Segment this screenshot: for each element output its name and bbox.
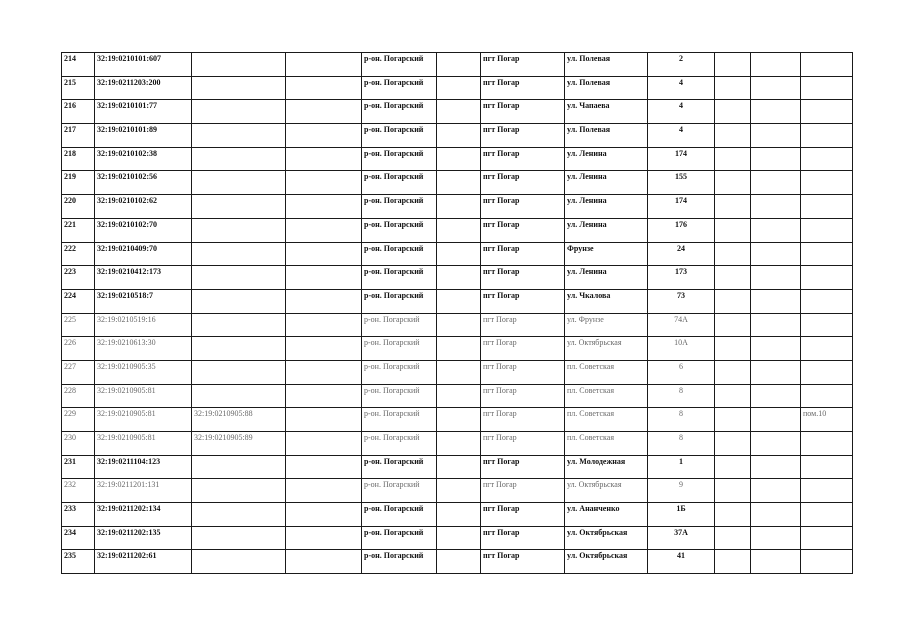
linked-cadastral-number-cell xyxy=(192,218,286,242)
street-cell: ул. Полевая xyxy=(565,53,648,77)
empty-cell xyxy=(715,337,751,361)
cadastral-number-cell: 32:19:0211104:123 xyxy=(95,455,192,479)
table-row xyxy=(62,526,853,550)
cadastral-number-cell: 32:19:0210102:38 xyxy=(95,147,192,171)
empty-cell xyxy=(715,526,751,550)
house-number-cell: 4 xyxy=(648,124,715,148)
house-number-cell: 155 xyxy=(648,171,715,195)
street-cell: пл. Советская xyxy=(565,408,648,432)
empty-cell xyxy=(437,242,481,266)
cadastral-number-cell: 32:19:0210412:173 xyxy=(95,266,192,290)
linked-cadastral-number-cell xyxy=(192,100,286,124)
empty-cell xyxy=(715,479,751,503)
cadastral-number-cell: 32:19:0211202:135 xyxy=(95,526,192,550)
premises-cell xyxy=(801,147,853,171)
row-number-cell: 235 xyxy=(62,550,95,574)
house-number-cell: 73 xyxy=(648,289,715,313)
table-row xyxy=(62,171,853,195)
house-number-cell: 24 xyxy=(648,242,715,266)
row-number-cell: 221 xyxy=(62,218,95,242)
table-row xyxy=(62,432,853,456)
street-cell: ул. Ленина xyxy=(565,218,648,242)
row-number-cell: 220 xyxy=(62,195,95,219)
house-number-cell: 41 xyxy=(648,550,715,574)
empty-cell xyxy=(286,171,362,195)
district-cell: р-он. Погарский xyxy=(362,218,437,242)
empty-cell xyxy=(286,76,362,100)
row-number-cell: 228 xyxy=(62,384,95,408)
row-number-cell: 223 xyxy=(62,266,95,290)
premises-cell xyxy=(801,360,853,384)
settlement-cell: пгт Погар xyxy=(481,360,565,384)
empty-cell xyxy=(715,218,751,242)
settlement-cell: пгт Погар xyxy=(481,550,565,574)
table-row xyxy=(62,550,853,574)
settlement-cell: пгт Погар xyxy=(481,195,565,219)
house-number-cell: 74А xyxy=(648,313,715,337)
row-number-cell: 215 xyxy=(62,76,95,100)
district-cell: р-он. Погарский xyxy=(362,242,437,266)
street-cell: ул. Фрунзе xyxy=(565,313,648,337)
linked-cadastral-number-cell xyxy=(192,76,286,100)
district-cell: р-он. Погарский xyxy=(362,526,437,550)
empty-cell xyxy=(286,432,362,456)
row-number-cell: 227 xyxy=(62,360,95,384)
district-cell: р-он. Погарский xyxy=(362,360,437,384)
empty-cell xyxy=(751,218,801,242)
table-row xyxy=(62,455,853,479)
house-number-cell: 37А xyxy=(648,526,715,550)
table-row xyxy=(62,337,853,361)
premises-cell xyxy=(801,503,853,527)
row-number-cell: 233 xyxy=(62,503,95,527)
premises-cell xyxy=(801,289,853,313)
street-cell: пл. Советская xyxy=(565,360,648,384)
settlement-cell: пгт Погар xyxy=(481,100,565,124)
empty-cell xyxy=(751,195,801,219)
settlement-cell: пгт Погар xyxy=(481,432,565,456)
linked-cadastral-number-cell xyxy=(192,526,286,550)
empty-cell xyxy=(715,503,751,527)
table-row xyxy=(62,384,853,408)
empty-cell xyxy=(437,408,481,432)
settlement-cell: пгт Погар xyxy=(481,337,565,361)
empty-cell xyxy=(286,266,362,290)
empty-cell xyxy=(715,408,751,432)
empty-cell xyxy=(286,313,362,337)
district-cell: р-он. Погарский xyxy=(362,479,437,503)
empty-cell xyxy=(715,53,751,77)
empty-cell xyxy=(751,479,801,503)
empty-cell xyxy=(751,289,801,313)
empty-cell xyxy=(286,455,362,479)
premises-cell xyxy=(801,337,853,361)
row-number-cell: 234 xyxy=(62,526,95,550)
street-cell: ул. Ананченко xyxy=(565,503,648,527)
empty-cell xyxy=(437,432,481,456)
premises-cell xyxy=(801,432,853,456)
table-row xyxy=(62,479,853,503)
empty-cell xyxy=(437,313,481,337)
cadastral-number-cell: 32:19:0210102:62 xyxy=(95,195,192,219)
house-number-cell: 8 xyxy=(648,432,715,456)
settlement-cell: пгт Погар xyxy=(481,124,565,148)
settlement-cell: пгт Погар xyxy=(481,242,565,266)
empty-cell xyxy=(751,526,801,550)
empty-cell xyxy=(715,171,751,195)
premises-cell xyxy=(801,313,853,337)
empty-cell xyxy=(286,526,362,550)
empty-cell xyxy=(286,53,362,77)
empty-cell xyxy=(286,195,362,219)
street-cell: ул. Полевая xyxy=(565,124,648,148)
settlement-cell: пгт Погар xyxy=(481,313,565,337)
row-number-cell: 217 xyxy=(62,124,95,148)
cadastral-number-cell: 32:19:0211203:200 xyxy=(95,76,192,100)
premises-cell: пом.10 xyxy=(801,408,853,432)
cadastral-number-cell: 32:19:0210905:81 xyxy=(95,408,192,432)
table-row xyxy=(62,124,853,148)
empty-cell xyxy=(437,147,481,171)
settlement-cell: пгт Погар xyxy=(481,147,565,171)
district-cell: р-он. Погарский xyxy=(362,503,437,527)
empty-cell xyxy=(437,100,481,124)
street-cell: ул. Октябрьская xyxy=(565,479,648,503)
empty-cell xyxy=(751,171,801,195)
linked-cadastral-number-cell xyxy=(192,384,286,408)
street-cell: ул. Чкалова xyxy=(565,289,648,313)
table-row xyxy=(62,242,853,266)
empty-cell xyxy=(286,100,362,124)
linked-cadastral-number-cell xyxy=(192,147,286,171)
empty-cell xyxy=(715,455,751,479)
district-cell: р-он. Погарский xyxy=(362,432,437,456)
house-number-cell: 174 xyxy=(648,195,715,219)
street-cell: ул. Октябрьская xyxy=(565,337,648,361)
settlement-cell: пгт Погар xyxy=(481,218,565,242)
settlement-cell: пгт Погар xyxy=(481,171,565,195)
house-number-cell: 10А xyxy=(648,337,715,361)
empty-cell xyxy=(751,313,801,337)
premises-cell xyxy=(801,526,853,550)
cadastral-number-cell: 32:19:0210519:16 xyxy=(95,313,192,337)
district-cell: р-он. Погарский xyxy=(362,124,437,148)
premises-cell xyxy=(801,550,853,574)
house-number-cell: 174 xyxy=(648,147,715,171)
cadastral-number-cell: 32:19:0210102:56 xyxy=(95,171,192,195)
house-number-cell: 8 xyxy=(648,384,715,408)
empty-cell xyxy=(437,289,481,313)
district-cell: р-он. Погарский xyxy=(362,266,437,290)
street-cell: ул. Октябрьская xyxy=(565,526,648,550)
district-cell: р-он. Погарский xyxy=(362,195,437,219)
street-cell: ул. Молодежная xyxy=(565,455,648,479)
linked-cadastral-number-cell xyxy=(192,53,286,77)
district-cell: р-он. Погарский xyxy=(362,550,437,574)
street-cell: ул. Ленина xyxy=(565,195,648,219)
empty-cell xyxy=(751,384,801,408)
empty-cell xyxy=(751,432,801,456)
district-cell: р-он. Погарский xyxy=(362,147,437,171)
linked-cadastral-number-cell xyxy=(192,313,286,337)
empty-cell xyxy=(286,289,362,313)
row-number-cell: 218 xyxy=(62,147,95,171)
premises-cell xyxy=(801,242,853,266)
table-row xyxy=(62,53,853,77)
premises-cell xyxy=(801,384,853,408)
row-number-cell: 222 xyxy=(62,242,95,266)
table-row xyxy=(62,76,853,100)
linked-cadastral-number-cell xyxy=(192,455,286,479)
settlement-cell: пгт Погар xyxy=(481,289,565,313)
district-cell: р-он. Погарский xyxy=(362,100,437,124)
cadastral-number-cell: 32:19:0210102:70 xyxy=(95,218,192,242)
empty-cell xyxy=(751,100,801,124)
empty-cell xyxy=(437,124,481,148)
district-cell: р-он. Погарский xyxy=(362,408,437,432)
premises-cell xyxy=(801,195,853,219)
settlement-cell: пгт Погар xyxy=(481,76,565,100)
cadastral-number-cell: 32:19:0210101:77 xyxy=(95,100,192,124)
row-number-cell: 229 xyxy=(62,408,95,432)
linked-cadastral-number-cell xyxy=(192,242,286,266)
empty-cell xyxy=(286,479,362,503)
district-cell: р-он. Погарский xyxy=(362,384,437,408)
empty-cell xyxy=(715,100,751,124)
street-cell: ул. Чапаева xyxy=(565,100,648,124)
district-cell: р-он. Погарский xyxy=(362,76,437,100)
empty-cell xyxy=(437,360,481,384)
empty-cell xyxy=(751,266,801,290)
table-row xyxy=(62,218,853,242)
empty-cell xyxy=(751,455,801,479)
street-cell: ул. Ленина xyxy=(565,266,648,290)
linked-cadastral-number-cell: 32:19:0210905:88 xyxy=(192,408,286,432)
street-cell: Фрунзе xyxy=(565,242,648,266)
empty-cell xyxy=(715,289,751,313)
empty-cell xyxy=(437,550,481,574)
empty-cell xyxy=(715,124,751,148)
empty-cell xyxy=(437,384,481,408)
empty-cell xyxy=(286,242,362,266)
empty-cell xyxy=(437,76,481,100)
settlement-cell: пгт Погар xyxy=(481,384,565,408)
linked-cadastral-number-cell xyxy=(192,171,286,195)
premises-cell xyxy=(801,124,853,148)
cadastral-number-cell: 32:19:0210905:81 xyxy=(95,432,192,456)
empty-cell xyxy=(715,384,751,408)
premises-cell xyxy=(801,53,853,77)
house-number-cell: 4 xyxy=(648,76,715,100)
premises-cell xyxy=(801,218,853,242)
empty-cell xyxy=(286,360,362,384)
empty-cell xyxy=(286,384,362,408)
linked-cadastral-number-cell xyxy=(192,360,286,384)
cadastral-number-cell: 32:19:0210905:81 xyxy=(95,384,192,408)
empty-cell xyxy=(437,171,481,195)
table-row xyxy=(62,195,853,219)
district-cell: р-он. Погарский xyxy=(362,313,437,337)
empty-cell xyxy=(715,147,751,171)
empty-cell xyxy=(286,550,362,574)
settlement-cell: пгт Погар xyxy=(481,408,565,432)
empty-cell xyxy=(751,53,801,77)
row-number-cell: 231 xyxy=(62,455,95,479)
empty-cell xyxy=(715,266,751,290)
linked-cadastral-number-cell xyxy=(192,479,286,503)
empty-cell xyxy=(437,337,481,361)
house-number-cell: 8 xyxy=(648,408,715,432)
cadastral-number-cell: 32:19:0210613:30 xyxy=(95,337,192,361)
linked-cadastral-number-cell xyxy=(192,550,286,574)
empty-cell xyxy=(437,503,481,527)
row-number-cell: 226 xyxy=(62,337,95,361)
house-number-cell: 9 xyxy=(648,479,715,503)
empty-cell xyxy=(715,360,751,384)
house-number-cell: 173 xyxy=(648,266,715,290)
settlement-cell: пгт Погар xyxy=(481,53,565,77)
linked-cadastral-number-cell xyxy=(192,337,286,361)
premises-cell xyxy=(801,100,853,124)
empty-cell xyxy=(437,479,481,503)
cadastral-number-cell: 32:19:0211201:131 xyxy=(95,479,192,503)
cadastral-number-cell: 32:19:0211202:61 xyxy=(95,550,192,574)
linked-cadastral-number-cell xyxy=(192,195,286,219)
empty-cell xyxy=(437,195,481,219)
table-row xyxy=(62,100,853,124)
house-number-cell: 1 xyxy=(648,455,715,479)
empty-cell xyxy=(751,337,801,361)
premises-cell xyxy=(801,171,853,195)
empty-cell xyxy=(286,503,362,527)
settlement-cell: пгт Погар xyxy=(481,455,565,479)
street-cell: ул. Полевая xyxy=(565,76,648,100)
linked-cadastral-number-cell xyxy=(192,266,286,290)
table-row xyxy=(62,313,853,337)
empty-cell xyxy=(437,455,481,479)
linked-cadastral-number-cell xyxy=(192,503,286,527)
row-number-cell: 225 xyxy=(62,313,95,337)
street-cell: ул. Ленина xyxy=(565,147,648,171)
district-cell: р-он. Погарский xyxy=(362,337,437,361)
empty-cell xyxy=(437,266,481,290)
cadastral-number-cell: 32:19:0210101:89 xyxy=(95,124,192,148)
linked-cadastral-number-cell xyxy=(192,289,286,313)
house-number-cell: 6 xyxy=(648,360,715,384)
table-row xyxy=(62,289,853,313)
empty-cell xyxy=(751,360,801,384)
district-cell: р-он. Погарский xyxy=(362,289,437,313)
street-cell: пл. Советская xyxy=(565,432,648,456)
empty-cell xyxy=(286,147,362,171)
empty-cell xyxy=(751,76,801,100)
cadastral-number-cell: 32:19:0210409:70 xyxy=(95,242,192,266)
district-cell: р-он. Погарский xyxy=(362,53,437,77)
cadastral-number-cell: 32:19:0210905:35 xyxy=(95,360,192,384)
row-number-cell: 219 xyxy=(62,171,95,195)
empty-cell xyxy=(437,53,481,77)
linked-cadastral-number-cell: 32:19:0210905:89 xyxy=(192,432,286,456)
premises-cell xyxy=(801,76,853,100)
settlement-cell: пгт Погар xyxy=(481,526,565,550)
cadastral-number-cell: 32:19:0211202:134 xyxy=(95,503,192,527)
empty-cell xyxy=(286,218,362,242)
empty-cell xyxy=(751,408,801,432)
table-row xyxy=(62,266,853,290)
street-cell: пл. Советская xyxy=(565,384,648,408)
house-number-cell: 4 xyxy=(648,100,715,124)
empty-cell xyxy=(751,550,801,574)
empty-cell xyxy=(437,218,481,242)
table-row xyxy=(62,503,853,527)
row-number-cell: 224 xyxy=(62,289,95,313)
empty-cell xyxy=(715,313,751,337)
empty-cell xyxy=(751,242,801,266)
street-cell: ул. Октябрьская xyxy=(565,550,648,574)
empty-cell xyxy=(715,550,751,574)
table-row xyxy=(62,408,853,432)
premises-cell xyxy=(801,266,853,290)
empty-cell xyxy=(715,242,751,266)
premises-cell xyxy=(801,479,853,503)
empty-cell xyxy=(715,195,751,219)
house-number-cell: 176 xyxy=(648,218,715,242)
empty-cell xyxy=(286,124,362,148)
district-cell: р-он. Погарский xyxy=(362,455,437,479)
linked-cadastral-number-cell xyxy=(192,124,286,148)
cadastral-number-cell: 32:19:0210518:7 xyxy=(95,289,192,313)
street-cell: ул. Ленина xyxy=(565,171,648,195)
property-table xyxy=(61,52,853,574)
district-cell: р-он. Погарский xyxy=(362,171,437,195)
row-number-cell: 232 xyxy=(62,479,95,503)
cadastral-number-cell: 32:19:0210101:607 xyxy=(95,53,192,77)
empty-cell xyxy=(286,408,362,432)
table-row xyxy=(62,147,853,171)
row-number-cell: 214 xyxy=(62,53,95,77)
settlement-cell: пгт Погар xyxy=(481,503,565,527)
empty-cell xyxy=(751,147,801,171)
empty-cell xyxy=(751,124,801,148)
empty-cell xyxy=(751,503,801,527)
empty-cell xyxy=(286,337,362,361)
row-number-cell: 230 xyxy=(62,432,95,456)
row-number-cell: 216 xyxy=(62,100,95,124)
table-row xyxy=(62,360,853,384)
table-body xyxy=(62,53,853,574)
settlement-cell: пгт Погар xyxy=(481,266,565,290)
premises-cell xyxy=(801,455,853,479)
settlement-cell: пгт Погар xyxy=(481,479,565,503)
empty-cell xyxy=(715,76,751,100)
house-number-cell: 2 xyxy=(648,53,715,77)
empty-cell xyxy=(715,432,751,456)
house-number-cell: 1Б xyxy=(648,503,715,527)
empty-cell xyxy=(437,526,481,550)
